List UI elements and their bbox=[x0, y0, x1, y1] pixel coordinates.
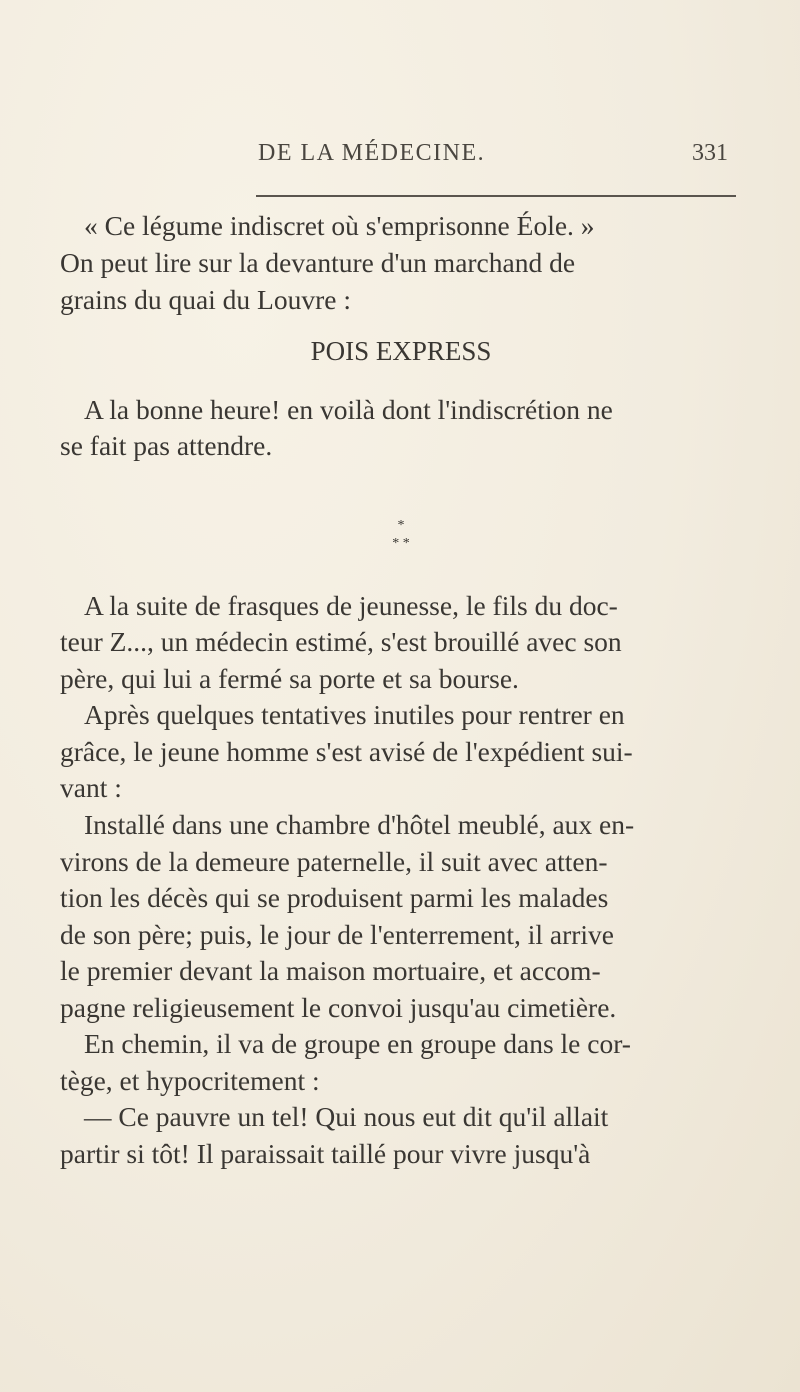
text-line: On peut lire sur la devanture d'un marchand de bbox=[60, 247, 576, 278]
text-line: En chemin, il va de groupe en groupe dans le cor- bbox=[84, 1028, 631, 1059]
text-line: teur Z..., un médecin estimé, s'est brouillé avec son bbox=[60, 626, 622, 657]
text-line: tion les décès qui se produisent parmi les malades bbox=[60, 882, 609, 913]
asterism-bottom: * * bbox=[392, 536, 410, 551]
text-line: tège, et hypocritement : bbox=[60, 1065, 320, 1096]
text-line: partir si tôt! Il paraissait taillé pour vivre jusqu'à bbox=[60, 1138, 591, 1169]
text-line: « Ce légume indiscret où s'emprisonne Éole. » bbox=[84, 210, 595, 241]
running-title: DE LA MÉDECINE. bbox=[258, 140, 486, 166]
page-header bbox=[258, 140, 728, 180]
text-line: père, qui lui a fermé sa porte et sa bourse. bbox=[60, 663, 519, 694]
text-line: Après quelques tentatives inutiles pour rentrer en bbox=[84, 699, 625, 730]
text-line: grains du quai du Louvre : bbox=[60, 284, 351, 315]
text-line: de son père; puis, le jour de l'enterrement, il arrive bbox=[60, 919, 614, 950]
text-line: se fait pas attendre. bbox=[60, 430, 273, 461]
text-line: A la bonne heure! en voilà dont l'indiscrétion ne bbox=[84, 394, 613, 425]
header-rule bbox=[256, 195, 736, 197]
text-line: le premier devant la maison mortuaire, et accom- bbox=[60, 955, 601, 986]
text-line: pagne religieusement le convoi jusqu'au cimetière. bbox=[60, 992, 617, 1023]
asterism-top: * bbox=[397, 518, 405, 533]
text-line: — Ce pauvre un tel! Qui nous eut dit qu'il allait bbox=[84, 1101, 609, 1132]
text-line: Installé dans une chambre d'hôtel meublé, aux en- bbox=[84, 809, 635, 840]
text-line: virons de la demeure paternelle, il suit avec atten- bbox=[60, 846, 608, 877]
text-line: grâce, le jeune homme s'est avisé de l'expédient sui- bbox=[60, 736, 633, 767]
text-line: A la suite de frasques de jeunesse, le fils du doc- bbox=[84, 590, 618, 621]
shop-sign-text: POIS EXPRESS bbox=[310, 336, 492, 366]
text-line: vant : bbox=[60, 772, 122, 803]
page-number: 331 bbox=[692, 140, 728, 166]
